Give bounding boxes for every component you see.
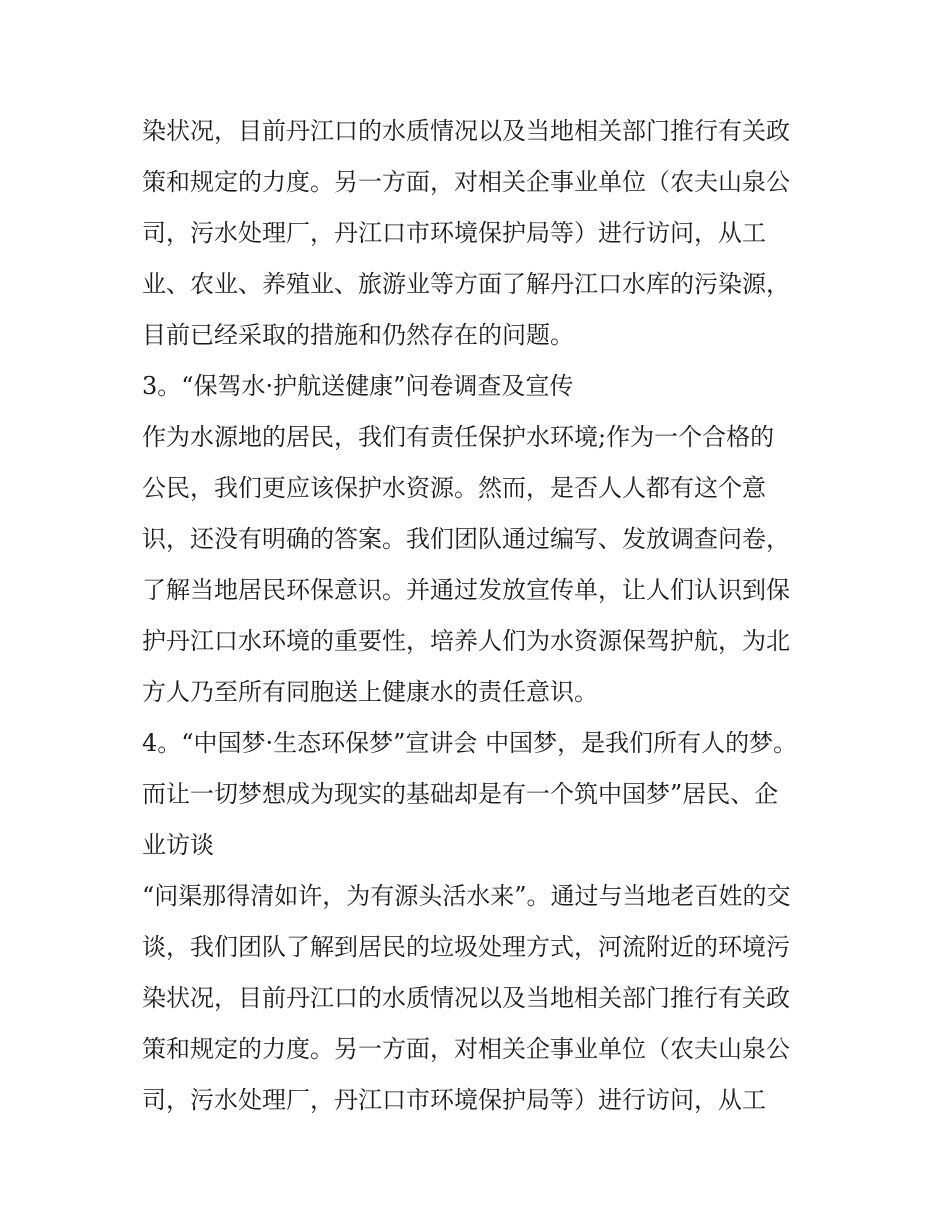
text-line: 策和规定的力度。另一方面，对相关企事业单位（农夫山泉公	[142, 1035, 790, 1063]
text-line: 司，污水处理厂，丹江口市环境保护局等）进行访问，从工	[142, 1086, 766, 1114]
text-line: 护丹江口水环境的重要性，培养人们为水资源保驾护航，为北	[142, 627, 790, 655]
text-line: 策和规定的力度。另一方面，对相关企事业单位（农夫山泉公	[142, 168, 790, 196]
text-line: 方人乃至所有同胞送上健康水的责任意识。	[142, 678, 598, 706]
text-line: 染状况，目前丹江口的水质情况以及当地相关部门推行有关政	[142, 984, 790, 1012]
text-line: “问渠那得清如许，为有源头活水来”。通过与当地老百姓的交	[142, 882, 791, 910]
text-line: 业访谈	[142, 831, 214, 859]
text-line: 公民，我们更应该保护水资源。然而，是否人人都有这个意	[142, 474, 766, 502]
text-line: 识，还没有明确的答案。我们团队通过编写、发放调查问卷，	[142, 525, 790, 553]
section-heading-3: 3。“保驾水·护航送健康”问卷调查及宣传	[142, 372, 574, 400]
section-heading-4: 4。“中国梦·生态环保梦”宣讲会 中国梦，是我们所有人的梦。	[142, 729, 798, 757]
document-body	[142, 106, 822, 1126]
text-line: 作为水源地的居民，我们有责任保护水环境;作为一个合格的	[142, 423, 775, 451]
text-line: 司，污水处理厂，丹江口市环境保护局等）进行访问，从工	[142, 219, 766, 247]
text-line: 业、农业、养殖业、旅游业等方面了解丹江口水库的污染源，	[142, 270, 790, 298]
text-line: 而让一切梦想成为现实的基础却是有一个筑中国梦”居民、企	[142, 780, 779, 808]
text-line: 染状况，目前丹江口的水质情况以及当地相关部门推行有关政	[142, 117, 790, 145]
text-line: 了解当地居民环保意识。并通过发放宣传单，让人们认识到保	[142, 576, 790, 604]
text-line: 目前已经采取的措施和仍然存在的问题。	[142, 321, 574, 349]
text-line: 谈，我们团队了解到居民的垃圾处理方式，河流附近的环境污	[142, 933, 790, 961]
